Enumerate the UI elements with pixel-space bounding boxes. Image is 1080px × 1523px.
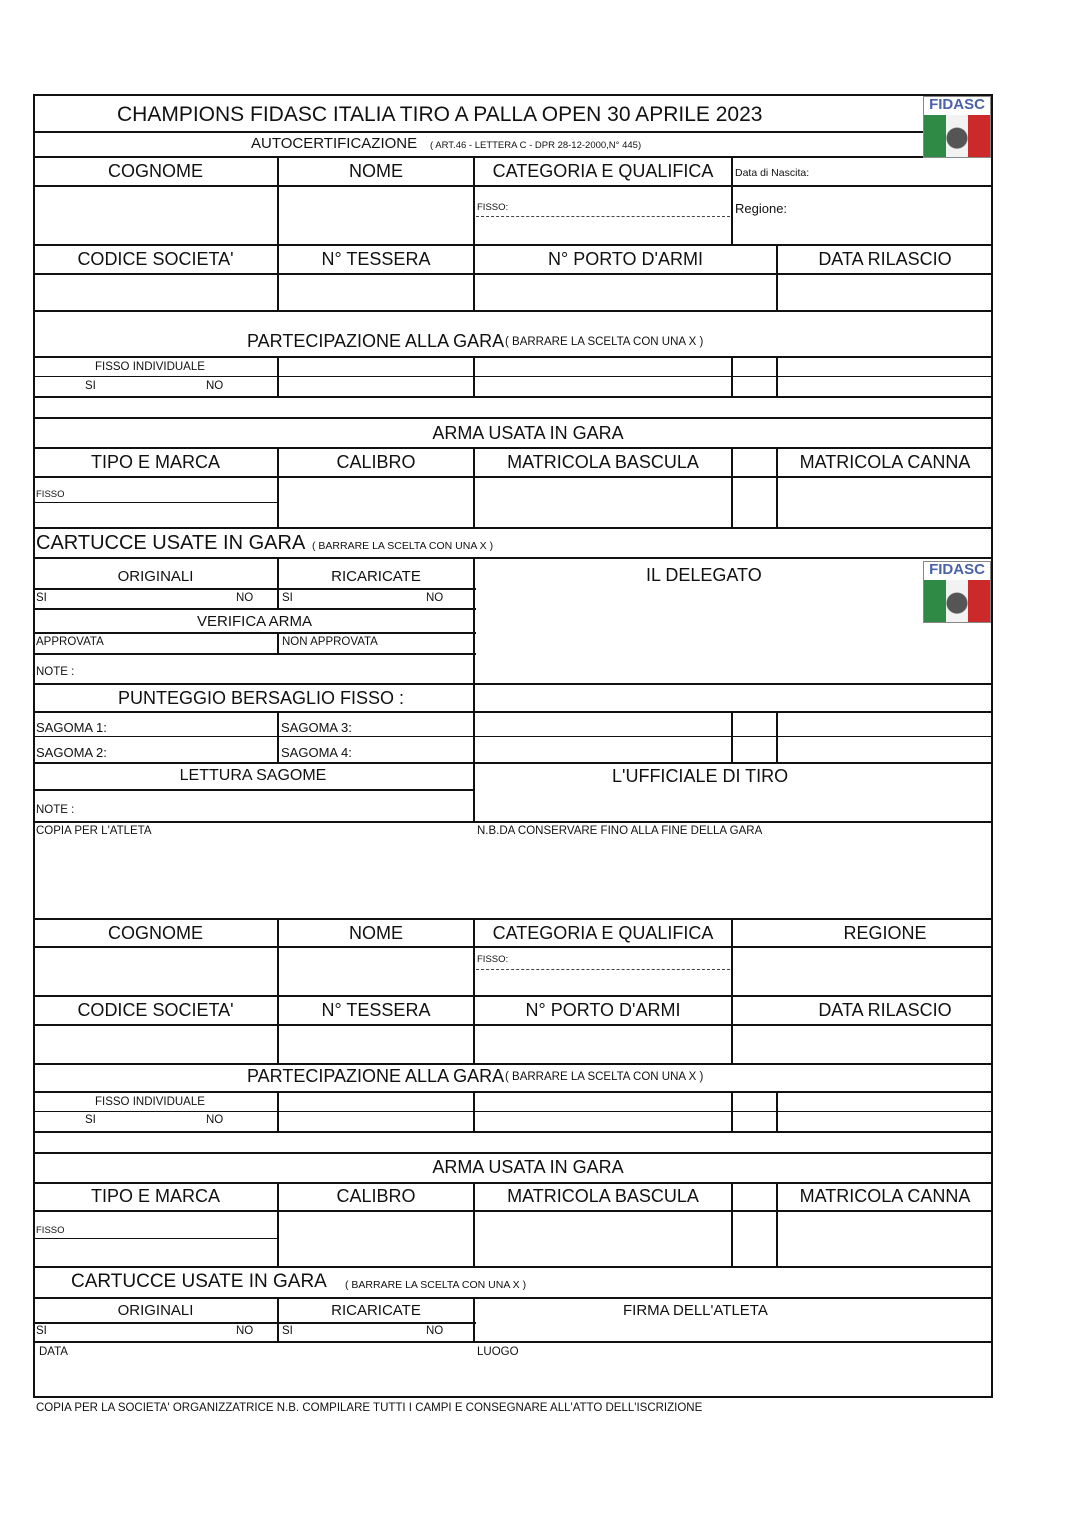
partecipazione2-note: ( BARRARE LA SCELTA CON UNA X ) bbox=[505, 1071, 704, 1083]
fisso2-label: FISSO: bbox=[477, 954, 509, 965]
orig2-si-label: SI bbox=[36, 1325, 47, 1337]
fisso-small2-label: FISSO bbox=[36, 1225, 65, 1236]
ufficiale-label: L'UFFICIALE DI TIRO bbox=[612, 766, 789, 786]
si-label: SI bbox=[85, 380, 96, 392]
tessera-label: N° TESSERA bbox=[321, 249, 431, 269]
categoria2-label: CATEGORIA E QUALIFICA bbox=[492, 923, 714, 943]
si2-label: SI bbox=[85, 1114, 96, 1126]
ric-si-label: SI bbox=[282, 592, 293, 604]
regione-label: Regione: bbox=[735, 201, 788, 216]
nome-label: NOME bbox=[349, 161, 403, 181]
nome2-label: NOME bbox=[349, 923, 403, 943]
fisso-individuale2-label: FISSO INDIVIDUALE bbox=[95, 1096, 205, 1108]
form-title: CHAMPIONS FIDASC ITALIA TIRO A PALLA OPEN 30 APRILE 2023 bbox=[117, 103, 763, 126]
autocertificazione-label: AUTOCERTIFICAZIONE bbox=[251, 135, 418, 152]
partecipazione-label: PARTECIPAZIONE ALLA GARA bbox=[247, 331, 505, 351]
codice-societa-label: CODICE SOCIETA' bbox=[77, 249, 234, 269]
note2-label: NOTE : bbox=[36, 804, 75, 816]
ric-no-label: NO bbox=[426, 592, 444, 604]
partecipazione-note: ( BARRARE LA SCELTA CON UNA X ) bbox=[505, 336, 704, 348]
fisso-small-label: FISSO bbox=[36, 489, 65, 500]
fisso-individuale-label: FISSO INDIVIDUALE bbox=[95, 361, 205, 373]
luogo-label: LUOGO bbox=[477, 1346, 519, 1358]
porto-armi-label: N° PORTO D'ARMI bbox=[548, 249, 703, 269]
no-label: NO bbox=[206, 380, 224, 392]
cognome2-label: COGNOME bbox=[107, 923, 203, 943]
non-approvata-label: NON APPROVATA bbox=[282, 636, 378, 648]
matricola-bascula-label: MATRICOLA BASCULA bbox=[507, 452, 699, 472]
matricola-bascula2-label: MATRICOLA BASCULA bbox=[507, 1186, 699, 1206]
arma2-label: ARMA USATA IN GARA bbox=[432, 1157, 624, 1177]
categoria-label: CATEGORIA E QUALIFICA bbox=[492, 161, 714, 181]
data-nascita-label: Data di Nascita: bbox=[735, 167, 810, 179]
regione2-label: REGIONE bbox=[843, 923, 927, 943]
footer-note: COPIA PER LA SOCIETA' ORGANIZZATRICE N.B. COMPILARE TUTTI I CAMPI E CONSEGNARE ALL'ATTO DELL'ISCRIZIONE bbox=[36, 1402, 703, 1414]
fidasc-logo: FIDASC bbox=[923, 96, 991, 158]
calibro2-label: CALIBRO bbox=[336, 1186, 416, 1206]
ricaricate-label: RICARICATE bbox=[331, 568, 421, 585]
orig-si-label: SI bbox=[36, 592, 47, 604]
tipo-marca-label: TIPO E MARCA bbox=[90, 452, 220, 472]
sagoma4-label: SAGOMA 4: bbox=[281, 745, 352, 760]
porto-armi2-label: N° PORTO D'ARMI bbox=[525, 1000, 681, 1020]
delegato-label: IL DELEGATO bbox=[646, 565, 762, 585]
fisso-label: FISSO: bbox=[477, 202, 509, 213]
firma-atleta-label: FIRMA DELL'ATLETA bbox=[623, 1302, 768, 1319]
autocertificazione-note: ( ART.46 - LETTERA C - DPR 28-12-2000,N° 445) bbox=[430, 140, 642, 151]
partecipazione2-label: PARTECIPAZIONE ALLA GARA bbox=[247, 1066, 505, 1086]
originali2-label: ORIGINALI bbox=[117, 1302, 194, 1319]
note-label: NOTE : bbox=[36, 666, 75, 678]
data-label: DATA bbox=[39, 1346, 68, 1358]
no2-label: NO bbox=[206, 1114, 224, 1126]
cognome-label: COGNOME bbox=[107, 161, 203, 181]
sagoma3-label: SAGOMA 3: bbox=[281, 720, 352, 735]
arma-label: ARMA USATA IN GARA bbox=[432, 423, 624, 443]
ric2-no-label: NO bbox=[426, 1325, 444, 1337]
matricola-canna2-label: MATRICOLA CANNA bbox=[799, 1186, 971, 1206]
cartucce2-label: CARTUCCE USATE IN GARA bbox=[71, 1271, 327, 1292]
ricaricate2-label: RICARICATE bbox=[331, 1302, 421, 1319]
tipo-marca2-label: TIPO E MARCA bbox=[90, 1186, 220, 1206]
codice-societa2-label: CODICE SOCIETA' bbox=[77, 1000, 234, 1020]
orig2-no-label: NO bbox=[236, 1325, 254, 1337]
verifica-arma-label: VERIFICA ARMA bbox=[196, 613, 313, 630]
cartucce2-note: ( BARRARE LA SCELTA CON UNA X ) bbox=[345, 1279, 527, 1291]
punteggio-label: PUNTEGGIO BERSAGLIO FISSO : bbox=[118, 688, 405, 708]
ric2-si-label: SI bbox=[282, 1325, 293, 1337]
tessera2-label: N° TESSERA bbox=[321, 1000, 431, 1020]
sagoma1-label: SAGOMA 1: bbox=[36, 720, 107, 735]
cartucce-note: ( BARRARE LA SCELTA CON UNA X ) bbox=[312, 540, 494, 552]
calibro-label: CALIBRO bbox=[336, 452, 416, 472]
orig-no-label: NO bbox=[236, 592, 254, 604]
approvata-label: APPROVATA bbox=[36, 636, 104, 648]
nb-conservare-label: N.B.DA CONSERVARE FINO ALLA FINE DELLA GARA bbox=[477, 825, 763, 837]
lettura-sagome-label: LETTURA SAGOME bbox=[179, 767, 327, 784]
data-rilascio2-label: DATA RILASCIO bbox=[818, 1000, 952, 1020]
data-rilascio-label: DATA RILASCIO bbox=[818, 249, 952, 269]
originali-label: ORIGINALI bbox=[117, 568, 194, 585]
fidasc-logo-2: FIDASC bbox=[923, 561, 991, 623]
sagoma2-label: SAGOMA 2: bbox=[36, 745, 107, 760]
copia-atleta-label: COPIA PER L'ATLETA bbox=[36, 825, 152, 837]
matricola-canna-label: MATRICOLA CANNA bbox=[799, 452, 971, 472]
cartucce-label: CARTUCCE USATE IN GARA bbox=[36, 532, 306, 554]
